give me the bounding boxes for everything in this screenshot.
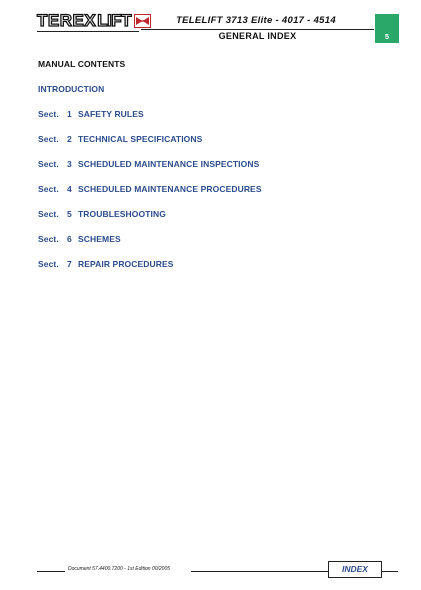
- section-number: 7: [67, 259, 72, 269]
- section-title: GENERAL INDEX: [218, 31, 297, 41]
- section-title: TROUBLESHOOTING: [78, 209, 166, 219]
- terex-lift-logo: [37, 12, 151, 29]
- footer-divider-right: [382, 571, 398, 572]
- section-number: 1: [67, 109, 72, 119]
- toc-link-section-2[interactable]: [38, 133, 368, 146]
- section-title: SCHEMES: [78, 234, 121, 244]
- footer-divider: [191, 571, 328, 572]
- logo-sub-text: LIFT: [97, 11, 132, 30]
- section-number: 6: [67, 234, 72, 244]
- page-tab: [375, 14, 399, 30]
- index-button[interactable]: INDEX: [328, 561, 382, 578]
- section-title: SCHEDULED MAINTENANCE PROCEDURES: [78, 184, 262, 194]
- toc-link-section-7[interactable]: [38, 258, 368, 271]
- footer-divider-left: [37, 571, 65, 572]
- section-prefix: Sect.: [38, 184, 59, 194]
- toc-link-section-5[interactable]: [38, 208, 368, 221]
- section-prefix: Sect.: [38, 159, 59, 169]
- toc-link-section-6[interactable]: [38, 233, 368, 246]
- page-number: 5: [375, 30, 399, 43]
- manual-contents: [38, 58, 368, 271]
- contents-heading: MANUAL CONTENTS: [38, 59, 126, 69]
- document-title: TELELIFT 3713 Elite - 4017 - 4514: [176, 15, 336, 26]
- header-divider-left: [37, 31, 139, 32]
- header-divider: [141, 29, 374, 30]
- section-prefix: Sect.: [38, 234, 59, 244]
- logo-brand-text: TEREX: [37, 11, 97, 30]
- section-prefix: Sect.: [38, 109, 59, 119]
- section-title: SCHEDULED MAINTENANCE INSPECTIONS: [78, 159, 260, 169]
- section-number: 3: [67, 159, 72, 169]
- section-number: 4: [67, 184, 72, 194]
- section-title: TECHNICAL SPECIFICATIONS: [78, 134, 203, 144]
- section-prefix: Sect.: [38, 259, 59, 269]
- toc-link-section-1[interactable]: [38, 108, 368, 121]
- toc-link-introduction[interactable]: INTRODUCTION: [38, 84, 105, 94]
- section-prefix: Sect.: [38, 134, 59, 144]
- section-number: 5: [67, 209, 72, 219]
- section-number: 2: [67, 134, 72, 144]
- toc-link-section-3[interactable]: [38, 158, 368, 171]
- toc-link-section-4[interactable]: [38, 183, 368, 196]
- section-title: REPAIR PROCEDURES: [78, 259, 174, 269]
- document-reference: Document 57.4400.7200 - 1st Edition 00/2005: [68, 566, 171, 572]
- section-prefix: Sect.: [38, 209, 59, 219]
- section-title: SAFETY RULES: [78, 109, 144, 119]
